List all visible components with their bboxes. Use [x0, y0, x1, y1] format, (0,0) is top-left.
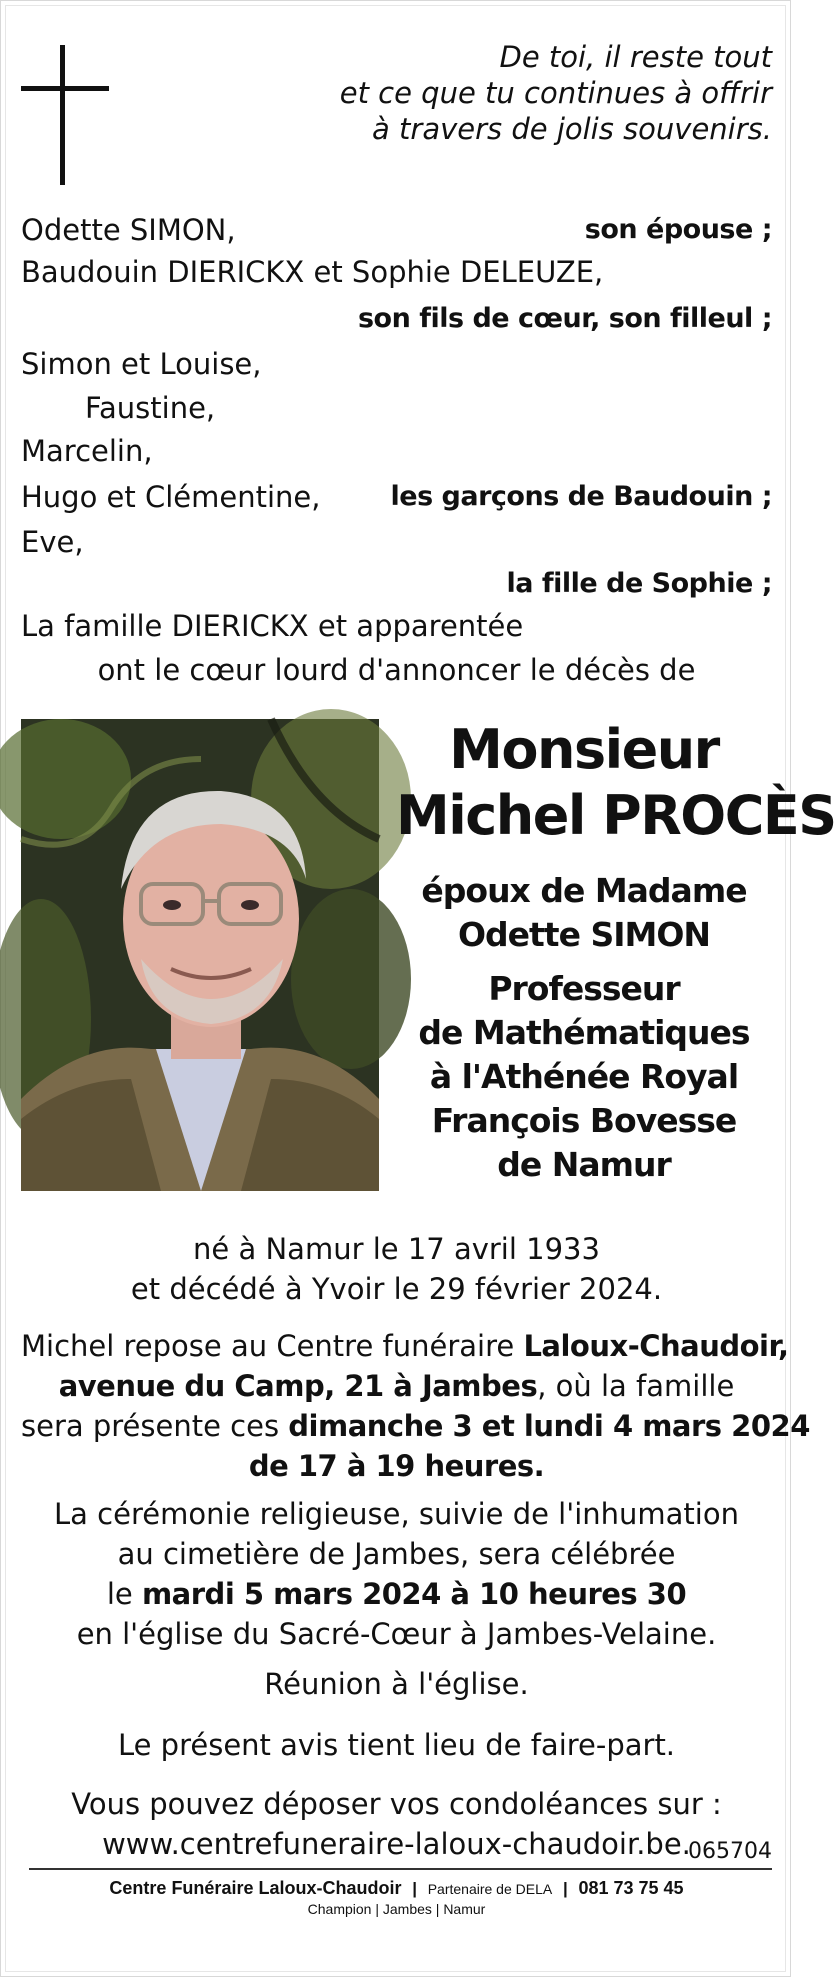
profession-line: François Bovesse — [431, 1101, 737, 1140]
family-member: Marcelin, — [21, 434, 153, 468]
family-row — [21, 563, 772, 605]
profession-line: de Namur — [497, 1145, 671, 1184]
footer-divider — [29, 1868, 772, 1870]
dates-paragraph — [21, 1229, 772, 1309]
ceremony-line: La cérémonie religieuse, suivie de l'inhumation — [54, 1497, 739, 1531]
reference-number: 065704 — [688, 1839, 772, 1864]
family-row — [21, 251, 772, 293]
deceased-title: Monsieur — [449, 718, 719, 781]
announcement-line: ont le cœur lourd d'annoncer le décès de — [97, 653, 696, 687]
ceremony-paragraph — [21, 1494, 772, 1654]
family-row — [21, 476, 772, 518]
family-role: son fils de cœur, son filleul ; — [357, 303, 772, 334]
family-row — [21, 387, 772, 429]
spouse-line: Odette SIMON — [457, 915, 711, 954]
condolences-paragraph — [21, 1784, 772, 1864]
cross-icon — [21, 45, 109, 185]
repose-line: de 17 à 19 heures. — [248, 1449, 545, 1483]
family-row — [21, 430, 772, 472]
profession-line: à l'Athénée Royal — [429, 1057, 739, 1096]
profession-line: Professeur — [488, 969, 680, 1008]
family-member: Baudouin DIERICKX et Sophie DELEUZE, — [21, 255, 604, 289]
family-member: Odette SIMON, — [21, 213, 236, 247]
footer-phone: 081 73 75 45 — [578, 1878, 684, 1898]
family-member: Hugo et Clémentine, — [21, 480, 321, 514]
deceased-name: Michel PROCÈS — [396, 784, 836, 847]
family-row — [21, 343, 772, 385]
family-member: Simon et Louise, — [21, 347, 262, 381]
profession-line: de Mathématiques — [418, 1013, 750, 1052]
footer-locations: Champion | Jambes | Namur — [307, 1901, 486, 1917]
footer-partner: Partenaire de DELA — [427, 1881, 553, 1897]
family-row — [21, 298, 772, 340]
family-row — [21, 521, 772, 563]
family-row — [21, 605, 772, 647]
repose-paragraph — [21, 1326, 810, 1486]
poem-line: et ce que tu continues à offrir — [339, 76, 772, 110]
deceased-block — [396, 717, 836, 1187]
repose-line: sera présente ces dimanche 3 et lundi 4 mars 2024 — [21, 1409, 810, 1443]
family-role: les garçons de Baudouin ; — [390, 481, 772, 512]
poem-line: à travers de jolis souvenirs. — [372, 112, 772, 146]
portrait-photo — [21, 719, 379, 1191]
reunion-line: Réunion à l'église. — [264, 1667, 529, 1701]
ceremony-line: en l'église du Sacré-Cœur à Jambes-Velaine. — [76, 1617, 717, 1651]
family-role: la fille de Sophie ; — [506, 568, 772, 599]
footer-separator: | — [412, 1879, 417, 1898]
family-member: La famille DIERICKX et apparentée — [21, 609, 524, 643]
portrait-illustration — [21, 719, 379, 1191]
footer — [21, 1877, 772, 1918]
family-row — [21, 209, 772, 251]
family-role: son épouse ; — [584, 214, 772, 245]
repose-line: Michel repose au Centre funéraire Laloux-Chaudoir, — [21, 1329, 789, 1363]
family-member: Faustine, — [85, 391, 216, 425]
family-member: Eve, — [21, 525, 84, 559]
spouse-line: époux de Madame — [421, 871, 747, 910]
condolences-url[interactable]: www.centrefuneraire-laloux-chaudoir.be. — [102, 1827, 691, 1861]
ceremony-line: le mardi 5 mars 2024 à 10 heures 30 — [106, 1577, 687, 1611]
footer-company: Centre Funéraire Laloux-Chaudoir — [109, 1878, 402, 1898]
poem — [252, 39, 772, 147]
faire-part-line: Le présent avis tient lieu de faire-part. — [117, 1728, 676, 1762]
death-line: et décédé à Yvoir le 29 février 2024. — [130, 1272, 663, 1306]
birth-line: né à Namur le 17 avril 1933 — [193, 1232, 600, 1266]
ceremony-line: au cimetière de Jambes, sera célébrée — [117, 1537, 676, 1571]
repose-line: avenue du Camp, 21 à Jambes, où la famille — [58, 1369, 735, 1403]
poem-line: De toi, il reste tout — [499, 40, 772, 74]
footer-separator: | — [562, 1879, 568, 1898]
condolences-line: Vous pouvez déposer vos condoléances sur : — [71, 1787, 722, 1821]
